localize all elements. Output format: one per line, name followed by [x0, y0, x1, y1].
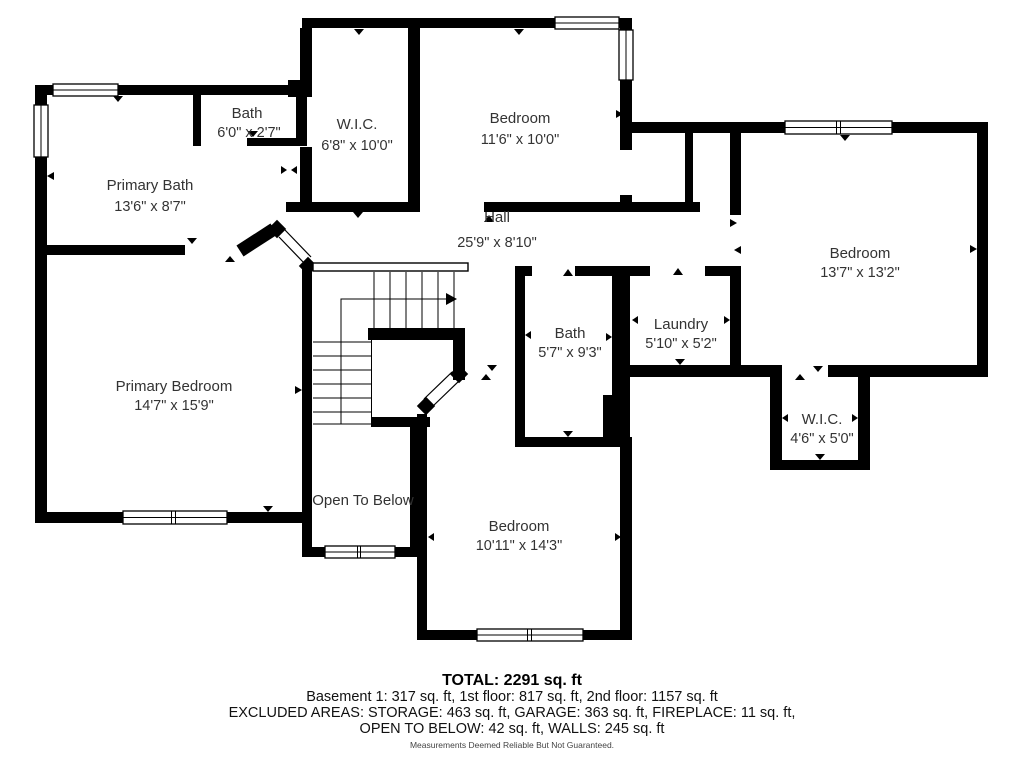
room-dims-primary-bedroom: 14'7" x 15'9"	[134, 398, 214, 414]
window	[555, 17, 619, 29]
door-marker-icon	[730, 219, 737, 227]
door-marker-icon	[840, 135, 850, 141]
footer-excluded-line2: OPEN TO BELOW: 42 sq. ft, WALLS: 245 sq. ft	[359, 721, 665, 737]
door-marker-icon	[606, 333, 612, 341]
room-labels	[107, 105, 900, 554]
room-label-open-to-below: Open To Below	[312, 492, 414, 509]
room-label-primary-bedroom: Primary Bedroom	[115, 378, 233, 395]
door-marker-icon	[354, 29, 364, 35]
room-label-bedroom-top: Bedroom	[489, 110, 551, 127]
door-marker-icon	[263, 506, 273, 512]
door-marker-icon	[487, 365, 497, 371]
door-marker-icon	[724, 316, 730, 324]
door-marker-icon	[852, 414, 858, 422]
window	[123, 511, 227, 524]
door-marker-icon	[525, 331, 531, 339]
window	[477, 629, 583, 641]
door-marker-icon	[225, 256, 235, 262]
door-marker-icon	[970, 245, 977, 253]
door-marker-icon	[353, 212, 363, 218]
room-dims-primary-bath: 13'6" x 8'7"	[114, 199, 186, 215]
door-marker-icon	[295, 386, 302, 394]
room-label-primary-bath: Primary Bath	[106, 177, 194, 194]
footer-excluded-line1: EXCLUDED AREAS: STORAGE: 463 sq. ft, GARAGE: 363 sq. ft, FIREPLACE: 11 sq. ft,	[228, 705, 796, 721]
door-marker-icon	[113, 96, 123, 102]
room-dims-wic-right: 4'6" x 5'0"	[790, 431, 854, 447]
room-dims-bedroom-right: 13'7" x 13'2"	[820, 265, 900, 281]
footer-total: TOTAL: 2291 sq. ft	[442, 672, 582, 689]
room-label-bedroom-bottom: Bedroom	[488, 518, 550, 535]
door-marker-icon	[815, 454, 825, 460]
door-marker-icon	[675, 359, 685, 365]
door-marker-icon	[281, 166, 287, 174]
door-marker-icon	[782, 414, 788, 422]
staircase	[313, 263, 468, 427]
door-marker-icon	[632, 316, 638, 324]
window	[34, 105, 48, 157]
room-dims-bath-mid: 5'7" x 9'3"	[538, 345, 602, 361]
door-marker-icon	[563, 431, 573, 437]
door-marker-icon	[481, 374, 491, 380]
room-dims-bath-top: 6'0" x 2'7"	[217, 125, 281, 141]
footer-breakdown: Basement 1: 317 sq. ft, 1st floor: 817 sq. ft, 2nd floor: 1157 sq. ft	[306, 689, 718, 705]
room-label-hall: Hall	[484, 209, 510, 226]
door-marker-icon	[795, 374, 805, 380]
window	[619, 30, 633, 80]
room-label-bath-mid: Bath	[554, 325, 586, 342]
footer-disclaimer: Measurements Deemed Reliable But Not Guaranteed.	[409, 740, 615, 750]
room-dims-bedroom-bottom: 10'11" x 14'3"	[475, 538, 563, 554]
door-marker-icon	[428, 533, 434, 541]
room-label-laundry: Laundry	[653, 316, 709, 333]
window	[785, 121, 892, 134]
door-marker-icon	[514, 29, 524, 35]
door-marker-icon	[673, 268, 683, 275]
room-dims-laundry: 5'10" x 5'2"	[645, 336, 717, 352]
door-marker-icon	[734, 246, 741, 254]
door-marker-icon	[813, 366, 823, 372]
room-dims-bedroom-top: 11'6" x 10'0"	[480, 132, 560, 148]
stair-direction-arrow-icon	[446, 293, 457, 305]
window	[325, 546, 395, 558]
door-marker-icon	[563, 269, 573, 276]
door-marker-icon	[47, 172, 54, 180]
window	[53, 84, 118, 96]
stair-railing	[313, 263, 468, 271]
room-dims-wic-top: 6'8" x 10'0"	[321, 138, 393, 154]
room-label-wic-top: W.I.C.	[336, 116, 378, 133]
room-label-wic-right: W.I.C.	[801, 411, 843, 428]
footer-summary	[229, 672, 796, 750]
room-dims-hall: 25'9" x 8'10"	[457, 235, 537, 251]
room-label-bedroom-right: Bedroom	[829, 245, 891, 262]
door-marker-icon	[291, 166, 297, 174]
door-marker-icon	[187, 238, 197, 244]
room-label-bath-top: Bath	[231, 105, 263, 122]
